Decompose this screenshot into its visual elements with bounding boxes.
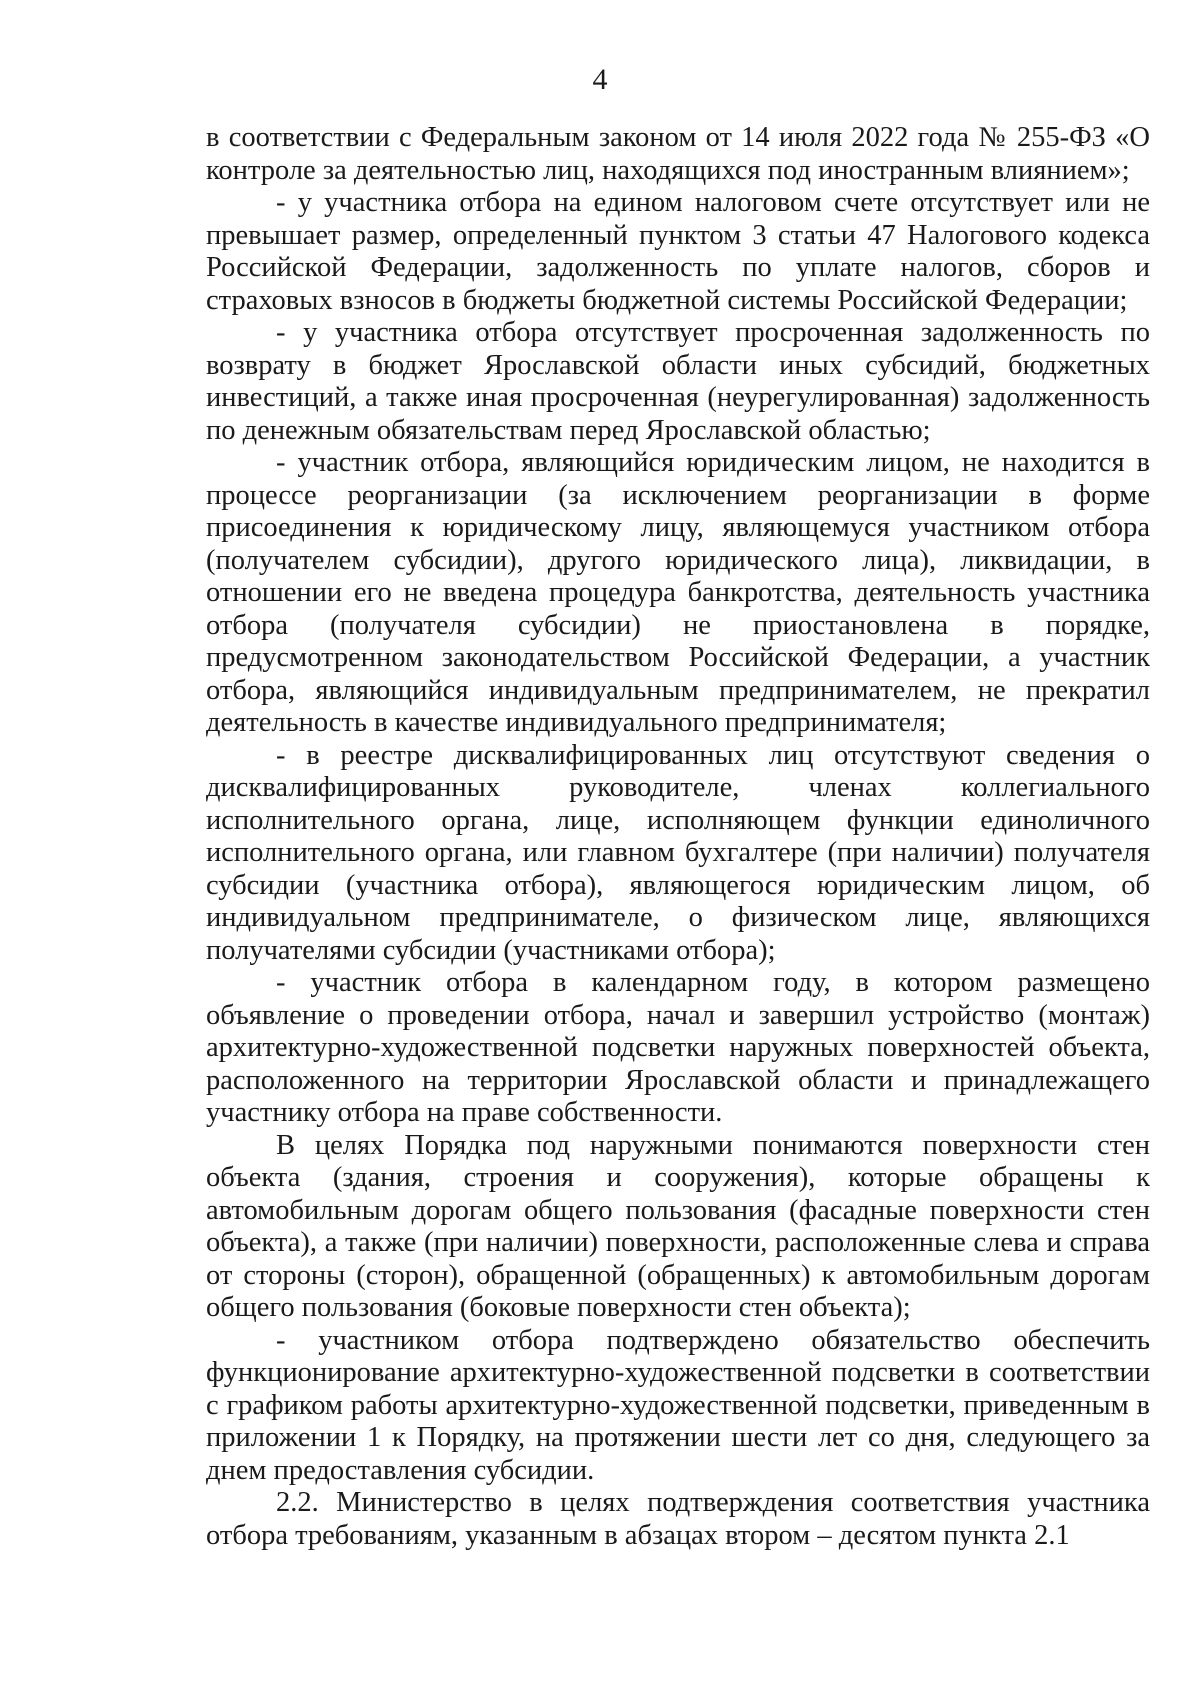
paragraph-lighting-installation: - участник отбора в календарном году, в котором размещено объявление о проведении отбора, начал и завершил устройство (монтаж) архитектурно-художественной подсветки наружных поверхностей объекта, расположенного на территории Ярославской области и принадлежащего участнику отбора на праве собственности. [206, 967, 1150, 1128]
paragraph-tax-debt: - у участника отбора на едином налоговом счете отсутствует или не превышает размер, определенный пунктом 3 статьи 47 Налогового кодекса Российской Федерации, задолженность по уплате налогов, сборов и страховых взносов в бюджеты бюджетной системы Российской Федерации; [206, 187, 1150, 316]
paragraph-outer-surfaces: В целях Порядка под наружными понимаются поверхности стен объекта (здания, строения и сооружения), которые обращены к автомобильным дорогам общего пользования (фасадные поверхности стен объекта), а также (при наличии) поверхности, расположенные слева и справа от стороны (сторон), обращенной (обращенных) к автомобильным дорогам общего пользования (боковые поверхности стен объекта); [206, 1129, 1150, 1323]
paragraph-overdue-debt: - у участника отбора отсутствует просроченная задолженность по возврату в бюджет Ярославской области иных субсидий, бюджетных инвестиций, а также иная просроченная (неурегулированная) задолженность по денежным обязательствам перед Ярославской областью; [206, 317, 1150, 446]
paragraph-section-2-2: 2.2. Министерство в целях подтверждения соответствия участника отбора требованиям, указанным в абзацах втором – десятом пункта 2.1 [206, 1487, 1150, 1551]
document-body [206, 122, 1150, 1552]
paragraph-reorganization: - участник отбора, являющийся юридическим лицом, не находится в процессе реорганизации (за исключением реорганизации в форме присоединения к юридическому лицу, являющемуся участником отбора (получателем субсидии), другого юридического лица), ликвидации, в отношении его не введена процедура банкротства, деятельность участника отбора (получателя субсидии) не приостановлена в порядке, предусмотренном законодательством Российской Федерации, а участник отбора, являющийся индивидуальным предпринимателем, не прекратил деятельность в качестве индивидуального предпринимателя; [206, 447, 1150, 738]
page-number: 4 [592, 63, 608, 96]
paragraph-operation-obligation: - участником отбора подтверждено обязательство обеспечить функционирование архитектурно-художественной подсветки в соответствии с графиком работы архитектурно-художественной подсветки, приведенным в приложении 1 к Порядку, на протяжении шести лет со дня, следующего за днем предоставления субсидии. [206, 1324, 1150, 1486]
paragraph-continuation: в соответствии с Федеральным законом от 14 июля 2022 года № 255-ФЗ «О контроле за деятельностью лиц, находящихся под иностранным влиянием»; [206, 122, 1150, 186]
paragraph-disqualified-persons: - в реестре дисквалифицированных лиц отсутствуют сведения о дисквалифицированных руководителе, членах коллегиального исполнительного органа, лице, исполняющем функции единоличного исполнительного органа, или главном бухгалтере (при наличии) получателя субсидии (участника отбора), являющегося юридическим лицом, об индивидуальном предпринимателе, о физическом лице, являющихся получателями субсидии (участниками отбора); [206, 739, 1150, 966]
